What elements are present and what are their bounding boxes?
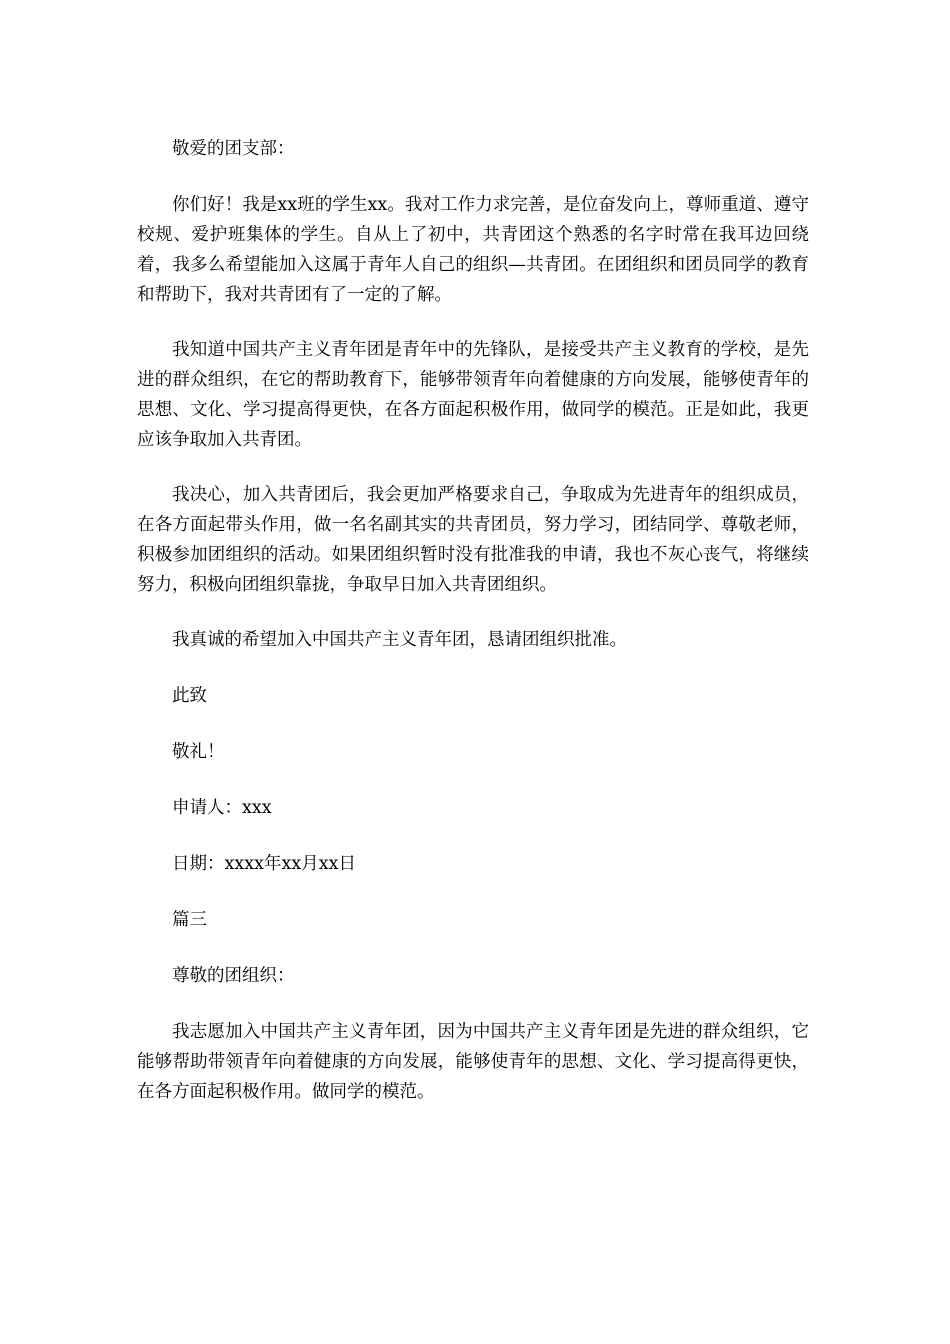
paragraph-volunteer: 我志愿加入中国共产主义青年团，因为中国共产主义青年团是先进的群众组织，它能够帮助带领青年向着健康的方向发展，能够使青年的思想、文化、学习提高得更快，在各方面起积极作用。做同学的模范。	[137, 1022, 809, 1102]
section-heading: 篇三	[172, 910, 207, 930]
document-body	[137, 134, 809, 1132]
closing-salute: 敬礼！	[172, 742, 225, 762]
paragraph-request: 我真诚的希望加入中国共产主义青年团，恳请团组织批准。	[172, 630, 627, 650]
salutation: 敬爱的团支部：	[172, 139, 295, 159]
paragraph-determination: 我决心，加入共青团后，我会更加严格要求自己，争取成为先进青年的组织成员，在各方面起带头作用，做一名名副其实的共青团员，努力学习，团结同学、尊敬老师，积极参加团组织的活动。如果团组织暂时没有批准我的申请，我也不灰心丧气，将继续努力，积极向团组织靠拢，争取早日加入共青团组织。	[137, 485, 809, 595]
closing-greeting: 此致	[172, 686, 207, 706]
date-line: 日期：xxxx年xx月xx日	[172, 854, 356, 874]
paragraph-understanding: 我知道中国共产主义青年团是青年中的先锋队，是接受共产主义教育的学校，是先进的群众组织，在它的帮助教育下，能够带领青年向着健康的方向发展，能够使青年的思想、文化、学习提高得更快，在各方面起积极作用，做同学的模范。正是如此，我更应该争取加入共青团。	[137, 340, 809, 450]
paragraph-intro: 你们好！我是xx班的学生xx。我对工作力求完善，是位奋发向上，尊师重道、遵守校规、爱护班集体的学生。自从上了初中，共青团这个熟悉的名字时常在我耳边回绕着，我多么希望能加入这属于青年人自己的组织—共青团。在团组织和团员同学的教育和帮助下，我对共青团有了一定的了解。	[137, 195, 809, 305]
salutation-2: 尊敬的团组织：	[172, 966, 295, 986]
applicant-line: 申请人：xxx	[172, 798, 272, 818]
